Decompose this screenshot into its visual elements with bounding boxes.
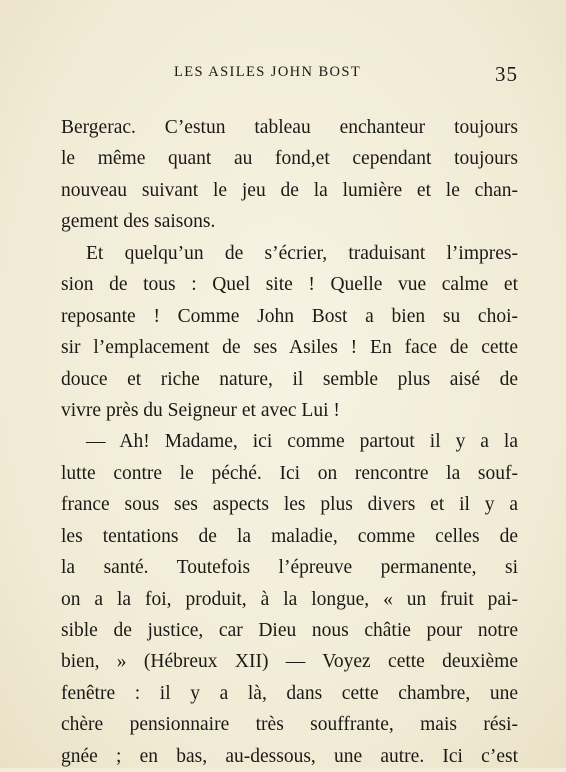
text-line: Bergerac. C’estun tableau enchanteur toujours — [61, 117, 518, 138]
text-line: bien, » (Hébreux XII) — Voyez cette deuxième — [61, 651, 518, 673]
running-head — [62, 62, 518, 86]
text-line: gnée ; en bas, au-dessous, une autre. Ici c’est — [61, 745, 518, 767]
text-line: — Ah! Madame, ici comme partout il y a la — [86, 431, 518, 453]
text-line: lutte contre le péché. Ici on rencontre la souf- — [61, 462, 518, 484]
text-line: gement des saisons. — [61, 211, 216, 233]
text-line: la santé. Toutefois l’épreuve permanente, si — [61, 557, 518, 579]
text-line: douce et riche nature, il semble plus aisé de — [61, 368, 518, 390]
text-line: les tentations de la maladie, comme celles de — [61, 525, 518, 547]
text-line: sir l’emplacement de ses Asiles ! En face de cette — [61, 337, 518, 359]
text-line: fenêtre : il y a là, dans cette chambre, une — [61, 682, 518, 704]
running-head-title: LES ASILES JOHN BOST — [174, 64, 362, 80]
text-line: sion de tous : Quel site ! Quelle vue calme et — [61, 274, 518, 296]
text-line: sible de justice, car Dieu nous châtie pour notre — [61, 620, 518, 641]
text-line: nouveau suivant le jeu de la lumière et le chan- — [61, 179, 518, 201]
text-line: reposante ! Comme John Bost a bien su choi- — [61, 305, 518, 327]
body-text — [61, 112, 518, 772]
text-line: le même quant au fond,et cependant toujours — [61, 148, 518, 170]
text-line: on a la foi, produit, à la longue, « un fruit pai- — [61, 588, 518, 610]
text-line: vivre près du Seigneur et avec Lui ! — [61, 399, 340, 421]
text-line: Et quelqu’un de s’écrier, traduisant l’impres- — [86, 242, 518, 264]
page-number: 35 — [495, 62, 518, 86]
text-line: chère pensionnaire très souffrante, mais rési- — [61, 714, 518, 736]
text-line: france sous ses aspects les plus divers et il y a — [61, 494, 518, 516]
